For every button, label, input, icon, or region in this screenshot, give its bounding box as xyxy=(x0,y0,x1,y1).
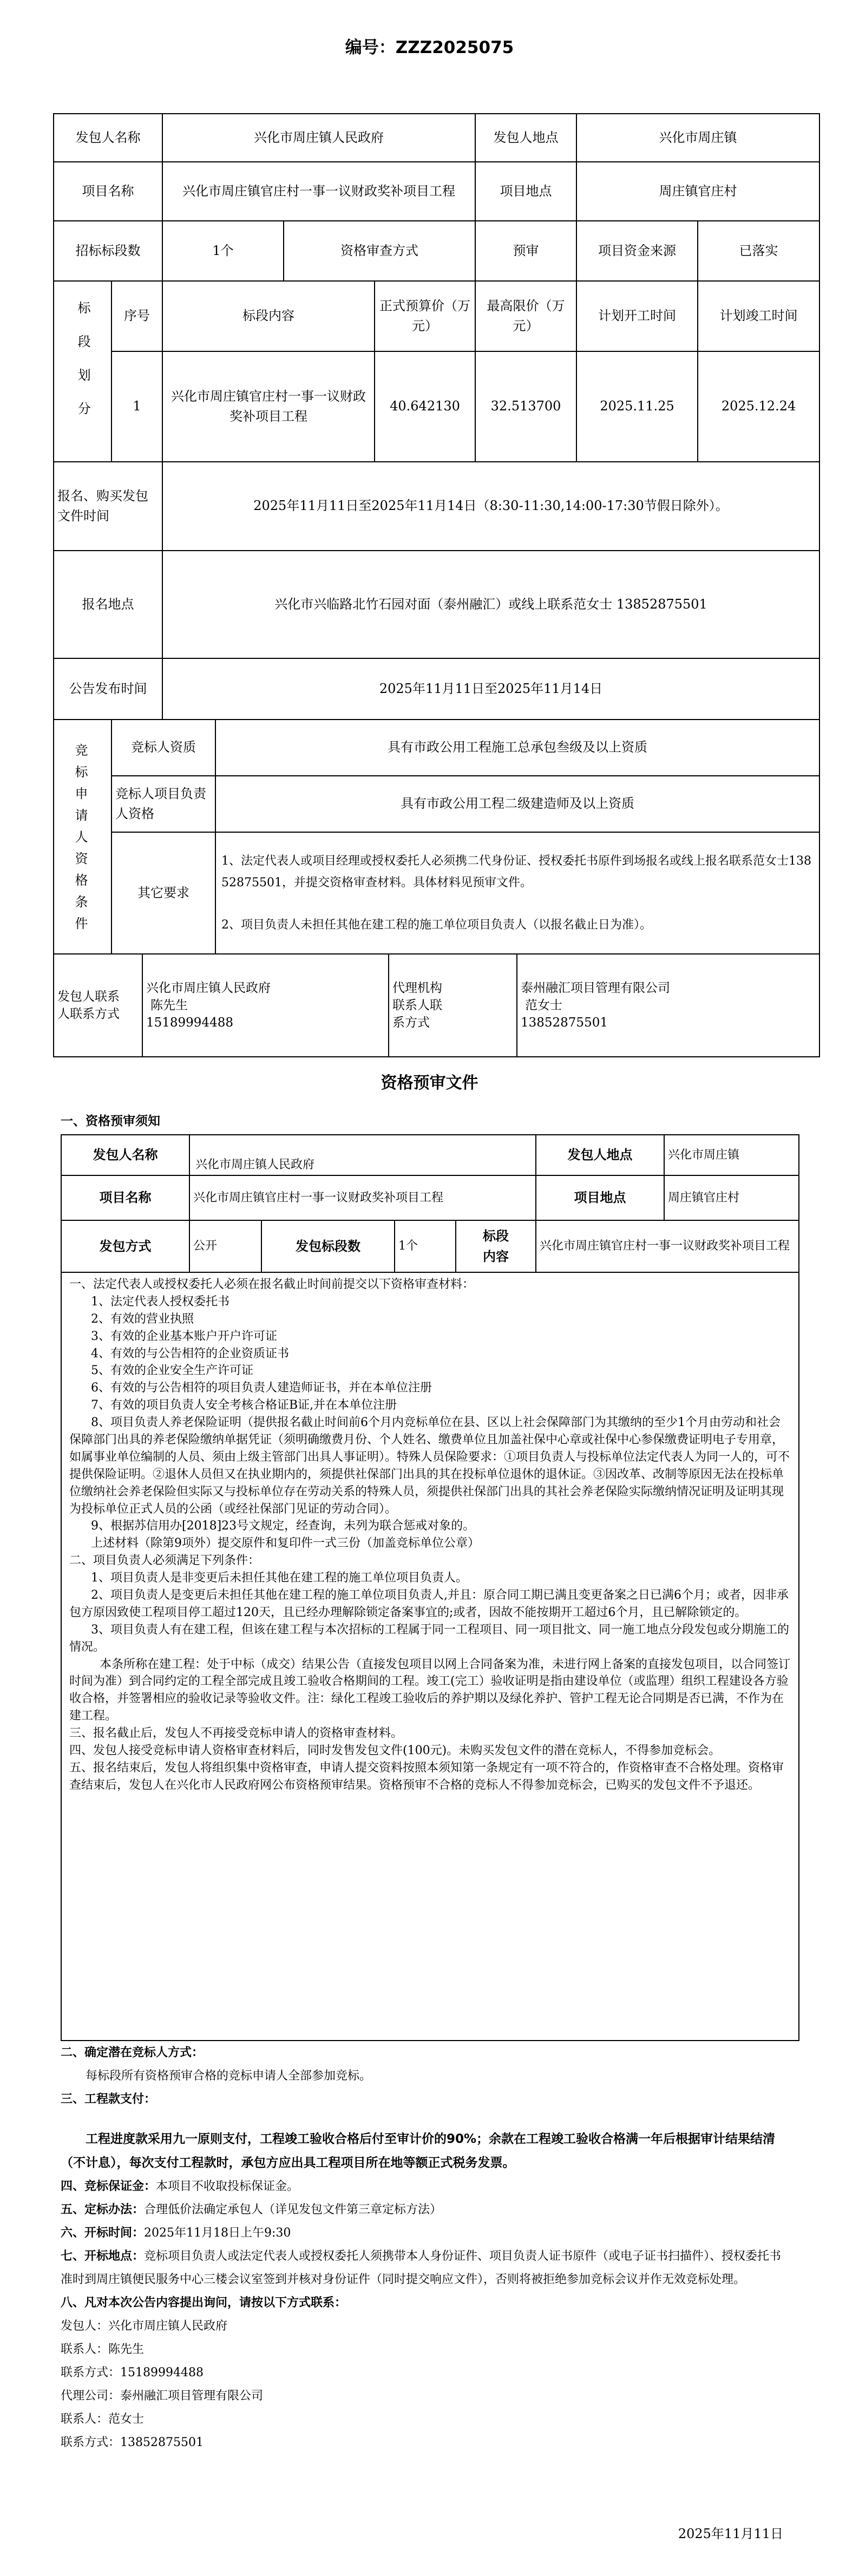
notes-item: 5、有效的企业安全生产许可证 xyxy=(91,1364,253,1378)
lot-header-start: 计划开工时间 xyxy=(576,281,698,351)
prequal-sections xyxy=(61,2041,808,2454)
document-date: 2025年11月11日 xyxy=(678,2526,783,2541)
employer-contact-phone: 15189994488 xyxy=(146,1016,233,1030)
lot-header-finish: 计划竣工时间 xyxy=(698,281,819,351)
pq-employer-location-label: 发包人地点 xyxy=(536,1135,664,1175)
table-row xyxy=(54,658,819,720)
pq-lot-count: 1个 xyxy=(395,1220,456,1272)
lot-content: 兴化市周庄镇官庄村一事一议财政奖补项目工程 xyxy=(162,351,375,462)
pq-employer-location: 兴化市周庄镇 xyxy=(664,1135,799,1175)
section6-body: 2025年11月18日上午9:30 xyxy=(144,2226,291,2240)
fund-source-label: 项目资金来源 xyxy=(576,221,698,281)
qualification-table xyxy=(53,719,820,954)
qualification-label-text: 竞标申请人资格条件 xyxy=(75,742,90,931)
table-row xyxy=(61,1135,799,1175)
announcement-table xyxy=(53,113,820,720)
section2-title: 二、确定潜在竞标人方式： xyxy=(61,2046,204,2060)
notes-item: 2、项目负责人是变更后未担任其他在建工程的施工单位项目负责人,并且：原合同工期已满且变更备案之日已满6个月；或者，因非承包方原因致使工程项目停工超过120天，且已经办理解除锁定备案事宜的;或者，因故不能按期开工超过6个月，且已解除锁定的。 xyxy=(69,1588,789,1619)
lot-header-content: 标段内容 xyxy=(162,281,375,351)
agent-contact-person: 范女士 xyxy=(525,998,562,1012)
employer-location-label: 发包人地点 xyxy=(475,114,576,162)
pq-method: 公开 xyxy=(189,1220,261,1272)
pq-lot-content: 兴化市周庄镇官庄村一事一议财政奖补项目工程 xyxy=(536,1220,799,1272)
pq-project-location-label: 项目地点 xyxy=(536,1175,664,1220)
section4-title: 四、竞标保证金： xyxy=(61,2180,156,2193)
section3-body: 工程进度款采用九一原则支付，工程竣工验收合格后付至审计价的90%；余款在工程竣工验收合格满一年后根据审计结果结清（不计息），每次支付工程款时，承包方应出具工程项目所在地等额正式税务发票。 xyxy=(61,2132,776,2170)
contact-line: 代理公司：泰州融汇项目管理有限公司 xyxy=(61,2389,264,2403)
notes-part3: 三、报名截止后，发包人不再接受竞标申请人的资格审查材料。 xyxy=(69,1727,403,1741)
section3-title: 三、工程款支付： xyxy=(61,2093,156,2106)
bidder-qual: 具有市政公用工程施工总承包叁级及以上资质 xyxy=(215,720,819,776)
lot-finish: 2025.12.24 xyxy=(698,351,819,462)
prequal-section1-title: 一、资格预审须知 xyxy=(61,1114,160,1128)
fund-source: 已落实 xyxy=(698,221,819,281)
registration-place: 兴化市兴临路北竹石园对面（泰州融汇）或线上联系范女士 13852875501 xyxy=(162,551,819,658)
notes-part4: 四、发包人接受竞标申请人资格审查材料后，同时发售发包文件(100元)。未购买发包文件的潜在竞标人，不得参加竞标会。 xyxy=(69,1744,721,1758)
lot-header-row xyxy=(54,281,819,351)
pq-employer-name: 兴化市周庄镇人民政府 xyxy=(189,1135,536,1175)
notes-item: 1、法定代表人授权委托书 xyxy=(91,1294,229,1309)
table-row xyxy=(61,1220,799,1272)
table-row xyxy=(54,114,819,162)
project-name: 兴化市周庄镇官庄村一事一议财政奖补项目工程 xyxy=(162,162,475,221)
registration-time: 2025年11月11日至2025年11月14日（8:30-11:30,14:00-17:30节假日除外）。 xyxy=(162,462,819,551)
project-location: 周庄镇官庄村 xyxy=(576,162,819,221)
table-row xyxy=(61,1272,799,2041)
notes-part2-note: 本条所称在建工程：处于中标（成交）结果公告（直接发包项目以网上合同备案为准，未进行网上备案的直接发包项目，以合同签订时间为准）到合同约定的工程全部完成且竣工验收合格期间的工程。竣工(完工）验收证明是指由建设单位（或监理）组织工程建设各方验收合格，并签署相应的验收记录等验收文件。注：绿化工程竣工验收后的养护期以及绿化养护、管护工程无论合同期是否已满，不作为在建工程。 xyxy=(69,1657,791,1723)
agent-contact-phone: 13852875501 xyxy=(521,1016,608,1030)
other-req-item: 1、法定代表人或项目经理或授权委托人必须携二代身份证、授权委托书原件到场报名或线上报名联系范女士13852875501，并提交资格审查材料。具体材料见预审文件。 xyxy=(221,854,811,890)
lot-row xyxy=(54,351,819,462)
employer-name-label: 发包人名称 xyxy=(54,114,162,162)
notes-part1-footer: 上述材料（除第9项外）提交原件和复印件一式三份（加盖竞标单位公章） xyxy=(91,1537,480,1551)
review-method-label: 资格审查方式 xyxy=(284,221,475,281)
agent-contact-org: 泰州融汇项目管理有限公司 xyxy=(521,981,670,995)
table-row xyxy=(54,551,819,658)
prequal-table xyxy=(61,1134,799,2041)
pq-method-label: 发包方式 xyxy=(61,1220,189,1272)
contact-line: 联系人：陈先生 xyxy=(61,2343,145,2356)
lot-header-seq: 序号 xyxy=(112,281,162,351)
notes-item: 1、项目负责人是非变更后未担任其他在建工程的施工单位项目负责人。 xyxy=(91,1571,468,1585)
pq-project-location: 周庄镇官庄村 xyxy=(664,1175,799,1220)
employer-contact-org: 兴化市周庄镇人民政府 xyxy=(146,981,271,995)
qualification-label xyxy=(54,720,112,954)
project-name-label: 项目名称 xyxy=(54,162,162,221)
section5-body: 合理低价法确定承包人（详见发包文件第三章定标方法） xyxy=(144,2203,442,2217)
notes-part1-title: 一、法定代表人或授权委托人必须在报名截止时间前提交以下资格审查材料： xyxy=(69,1278,475,1291)
section7-body: 竞标项目负责人或法定代表人或授权委托人须携带本人身份证件、项目负责人证书原件（或电子证书扫描件）、授权委托书准时到周庄镇便民服务中心三楼会议室签到并核对身份证件（同时提交响应文件），否则将被拒绝参加竞标会议并作无效竞标处理。 xyxy=(61,2250,782,2286)
lot-header-budget: 正式预算价（万元） xyxy=(375,281,475,351)
other-req-item: 2、项目负责人未担任其他在建工程的施工单位项目负责人（以报名截止日为准）。 xyxy=(221,918,652,932)
contact-line: 发包人：兴化市周庄镇人民政府 xyxy=(61,2319,228,2333)
employer-contact-label: 发包人联系人联系方式 xyxy=(57,990,120,1021)
lot-division-label: 标段划分 xyxy=(75,301,91,436)
pq-employer-name-label: 发包人名称 xyxy=(61,1135,189,1175)
notes-item: 8、项目负责人养老保险证明（提供报名截止时间前6个月内竞标单位在县、区以上社会保障部门为其缴纳的至少1个月由劳动和社会保障部门出具的养老保险缴纳单据凭证（须明确缴费月份、个人姓名、缴费单位且加盖社保中心章或社保中心参保缴费证明电子专用章，如属事业单位编制的人员、须由上级主管部门出具人事证明）。特殊人员保险要求：①项目负责人与投标单位法定代表人为同一人的，可不提供保险证明。②退休人员但又在执业期内的，须提供社保部门出具的其在投标单位退休的退休证。③因改革、改制等原因无法在投标单位缴纳社会养老保险但实际又与投标单位存在劳动关系的特殊人员，须提供社保部门出具的其社会养老保险实际缴纳情况证明及证明其现为投标单位正式人员的公函（或经社保部门见证的劳动合同）。 xyxy=(69,1416,790,1516)
section2-body: 每标段所有资格预审合格的竞标申请人全部参加竞标。 xyxy=(86,2069,372,2083)
agent-contact-label: 代理机构联系人联系方式 xyxy=(392,981,442,1030)
lot-header-max-price: 最高限价（万元） xyxy=(475,281,576,351)
pq-project-name: 兴化市周庄镇官庄村一事一议财政奖补项目工程 xyxy=(189,1175,536,1220)
section5-title: 五、定标办法： xyxy=(61,2203,145,2217)
section7 xyxy=(61,2245,808,2291)
pq-lot-content-label: 标段内容 xyxy=(483,1228,509,1264)
section7-title: 七、开标地点： xyxy=(61,2250,145,2263)
document-number: 编号：ZZZ2025075 xyxy=(345,38,514,57)
notes-item: 2、有效的营业执照 xyxy=(91,1312,194,1326)
other-req-label: 其它要求 xyxy=(112,832,215,954)
table-row xyxy=(54,832,819,954)
section4-body: 本项目不收取投标保证金。 xyxy=(156,2180,299,2193)
registration-place-label: 报名地点 xyxy=(54,551,162,658)
employer-name: 兴化市周庄镇人民政府 xyxy=(162,114,475,162)
section4 xyxy=(61,2175,808,2198)
table-row xyxy=(54,462,819,551)
notes-part2-title: 二、项目负责人必须满足下列条件： xyxy=(69,1554,260,1568)
lot-budget: 40.642130 xyxy=(375,351,475,462)
section6-title: 六、开标时间： xyxy=(61,2226,145,2240)
contact-line: 联系方式：13852875501 xyxy=(61,2436,204,2449)
manager-qual-label: 竞标人项目负责人资格 xyxy=(112,776,215,832)
publish-time: 2025年11月11日至2025年11月14日 xyxy=(162,658,819,720)
lot-start: 2025.11.25 xyxy=(576,351,698,462)
review-method: 预审 xyxy=(475,221,576,281)
notes-item: 7、有效的项目负责人安全考核合格证B证,并在本单位注册 xyxy=(91,1398,397,1413)
notes-item: 3、有效的企业基本账户开户许可证 xyxy=(91,1329,277,1343)
table-row xyxy=(54,162,819,221)
pq-project-name-label: 项目名称 xyxy=(61,1175,189,1220)
lot-max-price: 32.513700 xyxy=(475,351,576,462)
bidder-qual-label: 竞标人资质 xyxy=(112,720,215,776)
project-location-label: 项目地点 xyxy=(475,162,576,221)
section8-title: 八、凡对本次公告内容提出询问，请按以下方式联系： xyxy=(61,2296,347,2310)
employer-location: 兴化市周庄镇 xyxy=(576,114,819,162)
section6 xyxy=(61,2221,808,2245)
contact-line: 联系方式：15189994488 xyxy=(61,2366,204,2379)
table-row xyxy=(54,954,819,1057)
table-row xyxy=(54,720,819,776)
pq-lot-count-label: 发包标段数 xyxy=(261,1220,395,1272)
section5 xyxy=(61,2198,808,2221)
lot-count-label: 招标标段数 xyxy=(54,221,162,281)
contact-table xyxy=(53,953,820,1057)
notes-item: 4、有效的与公告相符的企业资质证书 xyxy=(91,1346,289,1361)
registration-time-label: 报名、购买发包文件时间 xyxy=(54,462,162,551)
lot-count: 1个 xyxy=(162,221,284,281)
employer-contact-person: 陈先生 xyxy=(150,998,188,1012)
lot-seq: 1 xyxy=(112,351,162,462)
notes-item: 6、有效的与公告相符的项目负责人建造师证书，并在本单位注册 xyxy=(91,1381,432,1395)
notes-part5: 五、报名结束后，发包人将组织集中资格审查，申请人提交资料按照本须知第一条规定有一项不符合的，作资格审查不合格处理。资格审查结束后，发包人在兴化市人民政府网公布资格预审结果。资格预审不合格的竞标人不得参加竞标会，已购买的发包文件不予退还。 xyxy=(69,1761,784,1792)
contact-line: 联系人：范女士 xyxy=(61,2412,145,2426)
publish-time-label: 公告发布时间 xyxy=(54,658,162,720)
table-row xyxy=(54,776,819,832)
prequal-title: 资格预审文件 xyxy=(381,1074,478,1093)
notes-item: 3、项目负责人有在建工程，但该在建工程与本次招标的工程属于同一工程项目、同一项目批文、同一施工地点分段发包或分期施工的情况。 xyxy=(69,1623,790,1654)
table-row xyxy=(54,221,819,281)
table-row xyxy=(61,1175,799,1220)
manager-qual: 具有市政公用工程二级建造师及以上资质 xyxy=(215,776,819,832)
notes-item: 9、根据苏信用办[2018]23号文规定，经查询，未列为联合惩戒对象的。 xyxy=(91,1519,475,1533)
